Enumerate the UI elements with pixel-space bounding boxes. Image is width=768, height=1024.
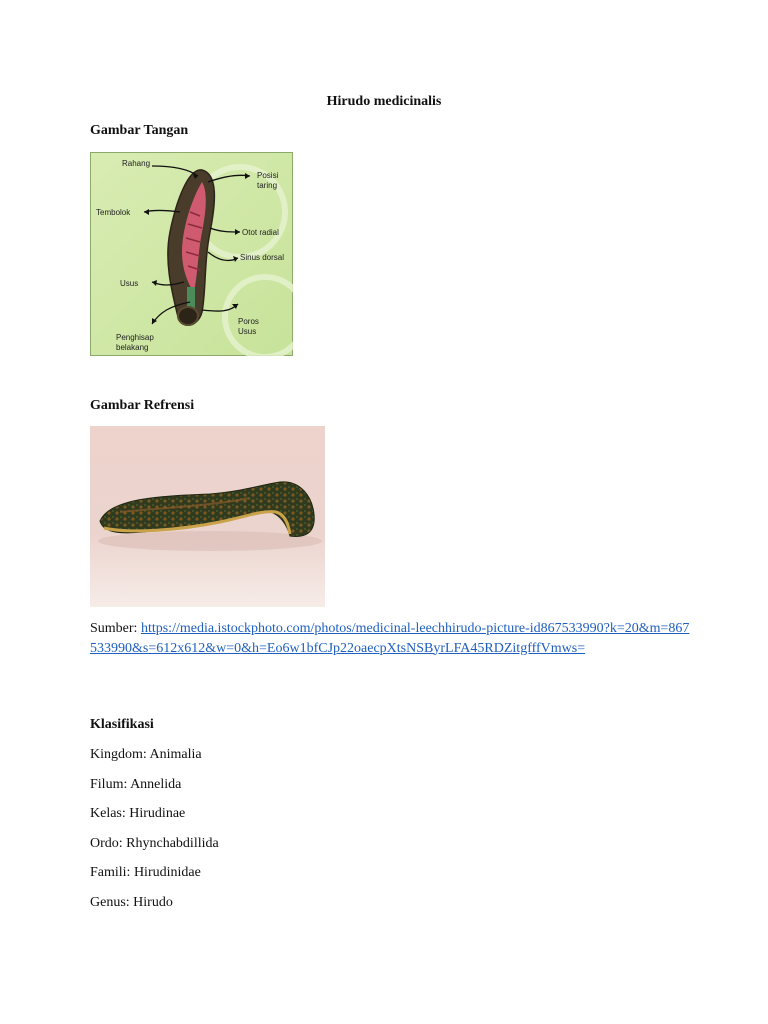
label-poros: Poros: [238, 317, 259, 326]
klasifikasi-kelas: Kelas: Hirudinae: [90, 806, 186, 821]
gambar-tangan-heading: Gambar Tangan: [90, 123, 189, 138]
source-link[interactable]: https://media.istockphoto.com/photos/medicinal-leechhirudo-picture-id867533990?k=20&m=867533990&s=612x612&w=0&h=Eo6w1bfCJp22oaecpXtsNSByrLFA45RDZitgfffVmws=: [90, 621, 690, 656]
label-tembolok: Tembolok: [96, 208, 131, 217]
klasifikasi-kingdom: Kingdom: Animalia: [90, 747, 202, 762]
page-title: Hirudo medicinalis: [326, 94, 442, 109]
klasifikasi-famili: Famili: Hirudinidae: [90, 865, 201, 880]
source-line: [90, 619, 690, 658]
klasifikasi-genus: Genus: Hirudo: [90, 895, 173, 910]
label-usus: Usus: [120, 279, 139, 288]
label-penghisap: Penghisap: [116, 333, 154, 342]
gambar-refrensi-heading: Gambar Refrensi: [90, 398, 195, 413]
label-posisi: Posisi: [257, 171, 279, 180]
klasifikasi-filum: Filum: Annelida: [90, 777, 182, 792]
label-sinus-dorsal: Sinus dorsal: [240, 253, 285, 262]
klasifikasi-heading: Klasifikasi: [90, 717, 154, 732]
source-label: Sumber:: [90, 621, 141, 636]
label-belakang: belakang: [116, 343, 149, 352]
leech-anatomy-diagram: [90, 152, 293, 356]
label-rahang: Rahang: [122, 159, 151, 168]
label-usus-2: Usus: [238, 327, 257, 336]
posterior-sucker: [178, 307, 198, 325]
klasifikasi-ordo: Ordo: Rhynchabdillida: [90, 836, 219, 851]
label-otot-radial: Otot radial: [242, 228, 279, 237]
label-taring: taring: [257, 181, 278, 190]
leech-reference-photo: [90, 426, 325, 607]
